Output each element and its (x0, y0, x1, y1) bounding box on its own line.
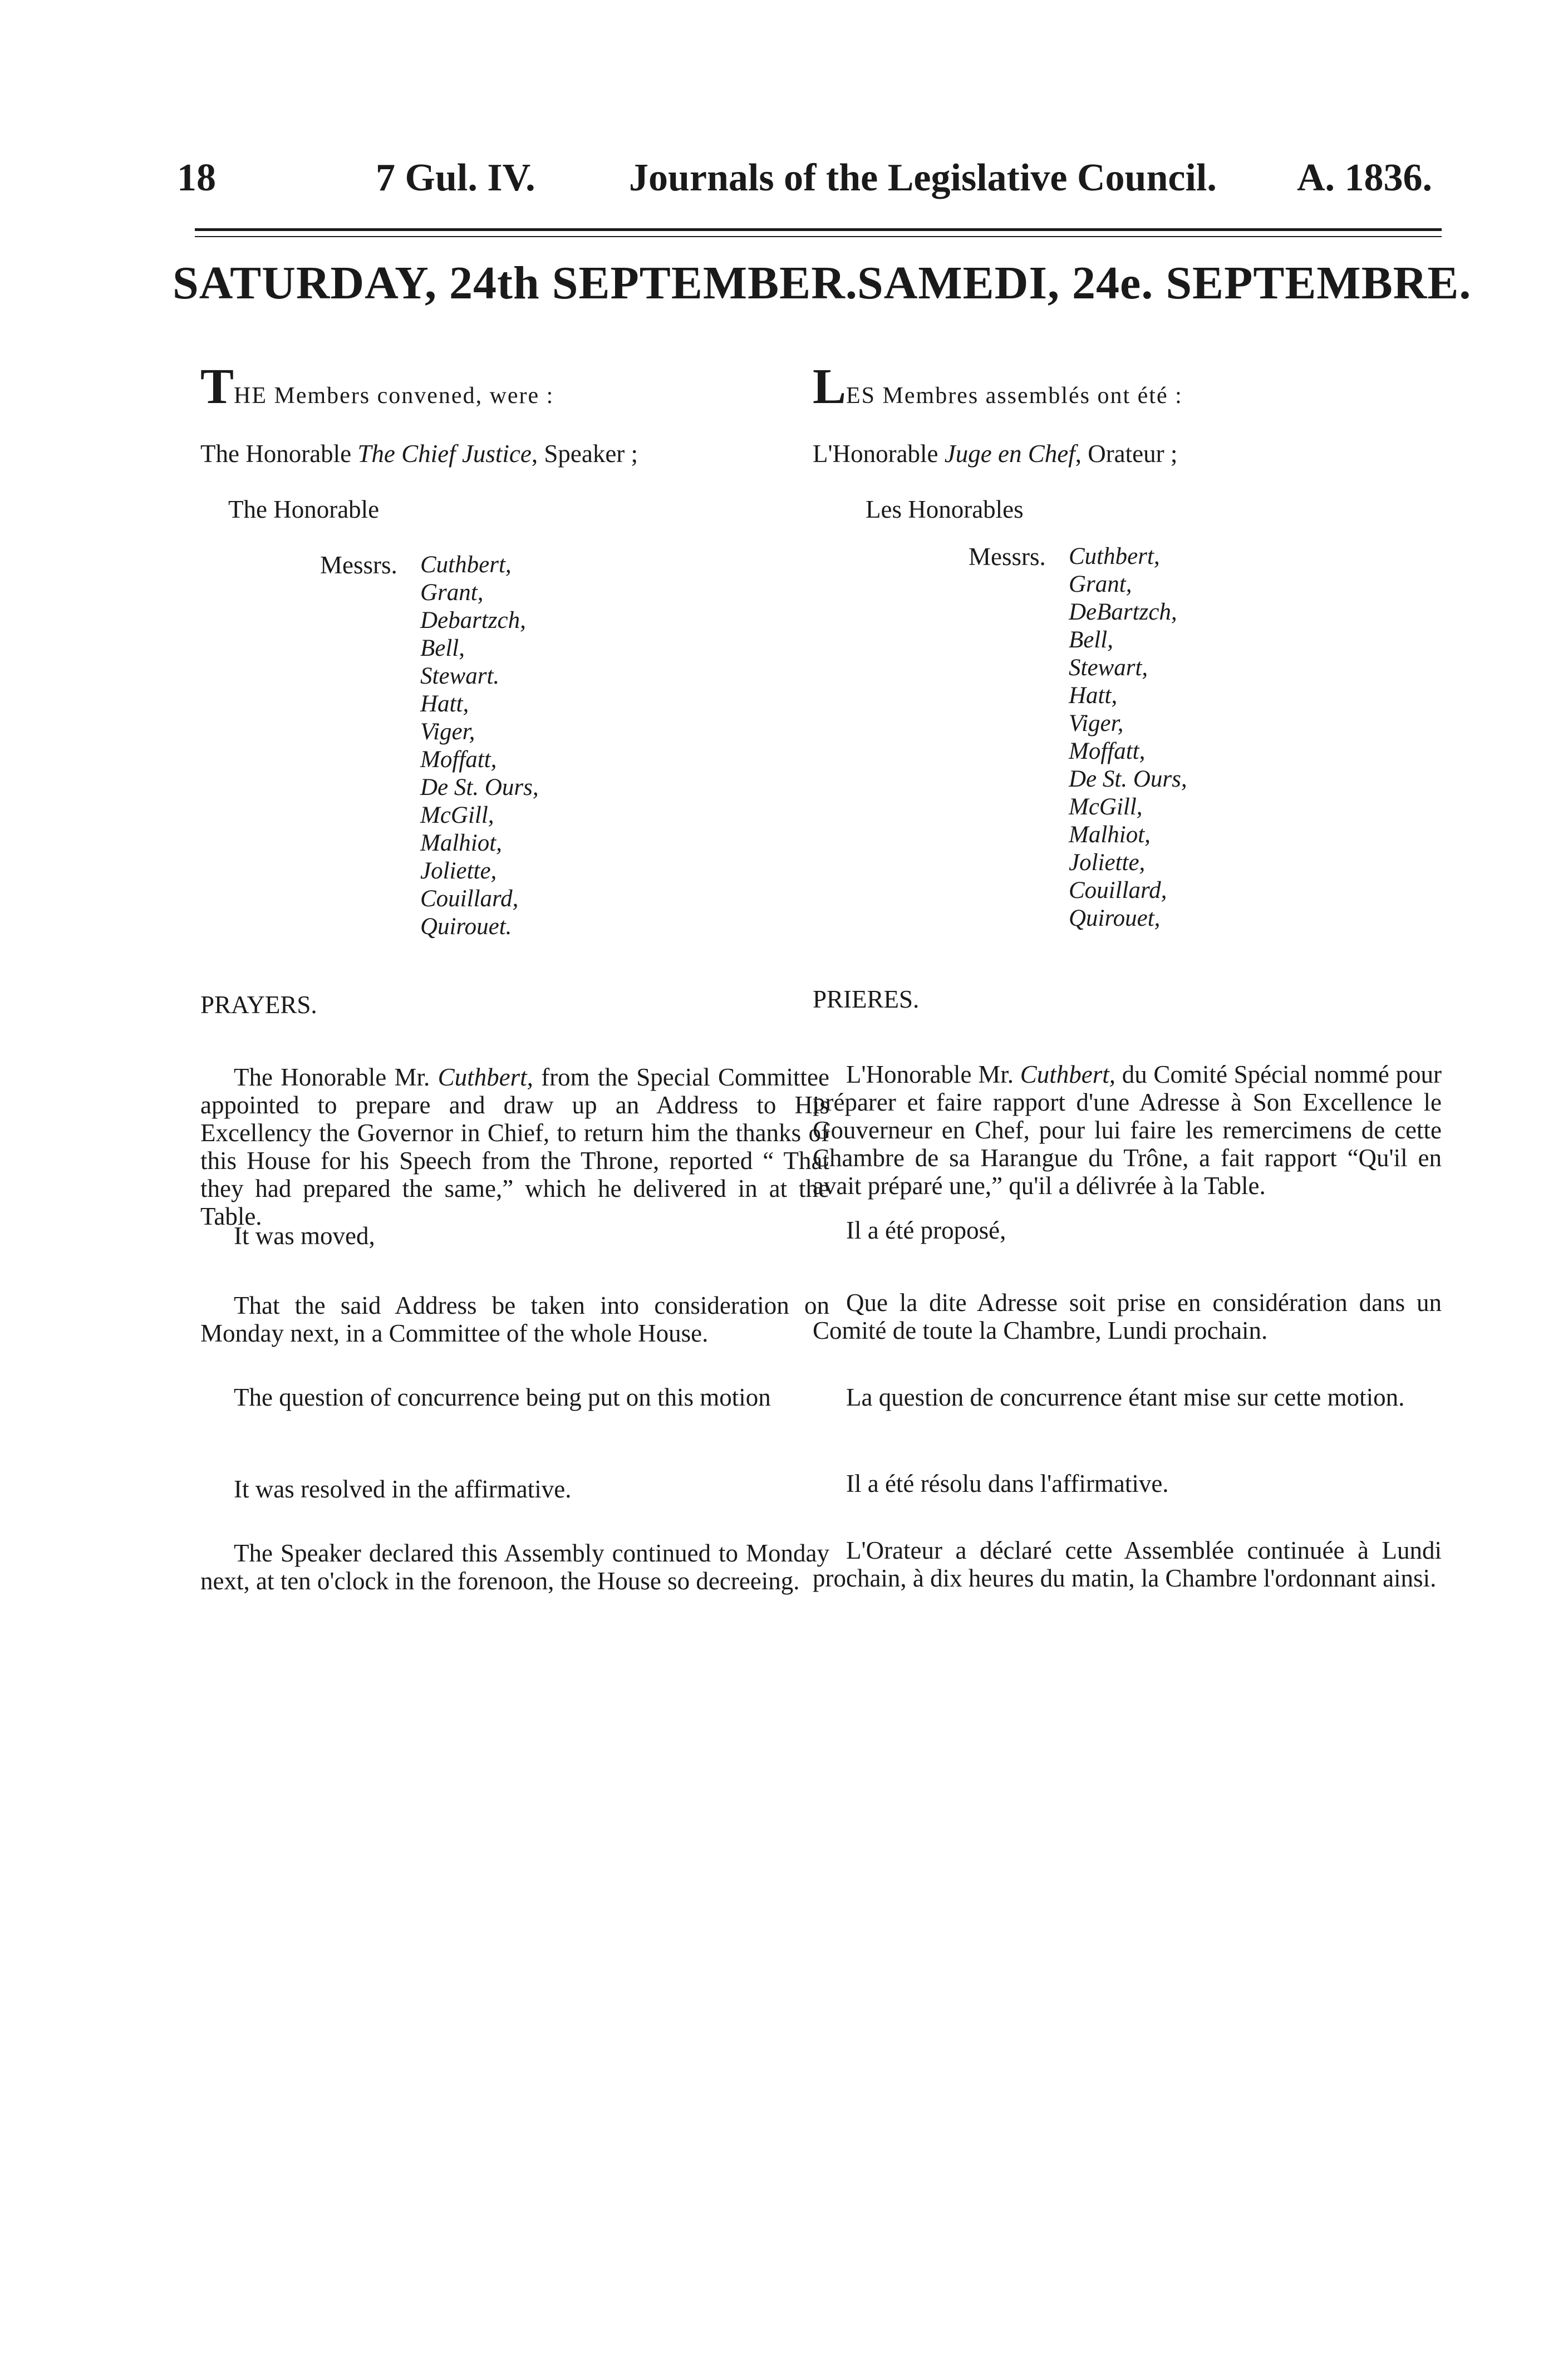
member-name: Cuthbert, (1069, 543, 1160, 569)
member-name: DeBartzch, (1069, 599, 1177, 625)
committee-report-paragraph: The Honorable Mr. Cuthbert, from the Special Committee appointed to prepare and draw up an Address to His Excellency the Governor in Chief, to return him the thanks of this House for his Speech from the Throne, reported “ That they had prepared the same,” which he delivered in at the Table. (200, 1063, 829, 1230)
date-heading-french: SAMEDI, 24e. SEPTEMBRE. (857, 257, 1472, 309)
motion-moved: Il a été proposé, (846, 1216, 1006, 1244)
resolution-text: It was resolved in the affirmative. (234, 1475, 572, 1503)
member-name: Bell, (420, 635, 465, 661)
question-text: La question de concurrence étant mise sur cette motion. (846, 1383, 1405, 1411)
members-convened-line (813, 359, 1442, 414)
motion-moved: It was moved, (234, 1222, 375, 1250)
member-name: Hatt, (420, 691, 469, 717)
drop-initial: L (813, 359, 847, 414)
honorable-label: Les Honorables (866, 495, 1024, 523)
date-heading-english: SATURDAY, 24th SEPTEMBER. (173, 257, 858, 309)
adjournment-text: The Speaker declared this Assembly continued to Monday next, at ten o'clock in the forenoon, the House so decreeing. (200, 1539, 829, 1595)
member-name: Cuthbert, (1020, 1060, 1115, 1088)
messrs-label: Messrs. (969, 543, 1046, 571)
messrs-label: Messrs. (320, 551, 397, 579)
regnal-year: 7 Gul. IV. (376, 156, 535, 199)
member-name: De St. Ours, (420, 774, 539, 801)
member-name: Debartzch, (420, 607, 526, 634)
member-name: Joliette, (1069, 849, 1146, 876)
convened-text: HE Members convened, were : (234, 383, 554, 409)
member-name: Viger, (420, 719, 475, 745)
member-name: Malhiot, (420, 830, 502, 856)
member-name: Malhiot, (1069, 822, 1151, 848)
speaker-title: Juge en Chef (944, 440, 1075, 468)
members-convened-line (200, 359, 829, 414)
member-name: Hatt, (1069, 682, 1118, 709)
member-name: McGill, (420, 802, 494, 828)
speaker-title: The Chief Justice (357, 440, 532, 468)
member-name: Joliette, (420, 858, 497, 884)
member-name: Viger, (1069, 710, 1124, 736)
question-text: The question of concurrence being put on this motion (234, 1383, 771, 1411)
member-name: Quirouet, (1069, 905, 1161, 931)
member-name: Moffatt, (420, 747, 497, 773)
motion-text: That the said Address be taken into consideration on Monday next, in a Committee of the whole House. (200, 1291, 829, 1347)
member-name: Grant, (420, 580, 484, 606)
speaker-line: L'Honorable Juge en Chef, Orateur ; (813, 440, 1178, 468)
member-name: McGill, (1069, 794, 1143, 820)
member-name: Grant, (1069, 571, 1132, 597)
header-rule (195, 228, 1442, 231)
header-rule-thin (195, 236, 1442, 237)
speaker-line: The Honorable The Chief Justice, Speaker ; (200, 440, 638, 468)
member-name: Couillard, (1069, 877, 1167, 903)
convened-text: ES Membres assemblés ont été : (846, 383, 1183, 409)
member-name: Bell, (1069, 627, 1113, 653)
year: A. 1836. (1297, 156, 1433, 199)
member-name: Stewart. (420, 663, 500, 689)
adjournment-text: L'Orateur a déclaré cette Assemblée continuée à Lundi prochain, à dix heures du matin, la Chambre l'ordonnant ainsi. (813, 1536, 1442, 1592)
member-name: Stewart, (1069, 655, 1148, 681)
member-name: Cuthbert, (420, 552, 512, 578)
honorable-label: The Honorable (228, 495, 380, 523)
prayers-heading: PRIERES. (813, 985, 920, 1013)
drop-initial: T (200, 359, 234, 414)
page-number: 18 (177, 156, 216, 199)
member-name: Quirouet. (420, 914, 512, 940)
member-name: Couillard, (420, 886, 519, 912)
member-name: De St. Ours, (1069, 766, 1187, 792)
journal-title: Journals of the Legislative Council. (629, 156, 1217, 199)
motion-text: Que la dite Adresse soit prise en considération dans un Comité de toute la Chambre, Lundi prochain. (813, 1289, 1442, 1344)
member-name: Cuthbert, (438, 1063, 533, 1091)
prayers-heading: PRAYERS. (200, 991, 317, 1019)
resolution-text: Il a été résolu dans l'affirmative. (846, 1470, 1169, 1497)
member-name: Moffatt, (1069, 738, 1146, 764)
committee-report-paragraph: L'Honorable Mr. Cuthbert, du Comité Spécial nommé pour préparer et faire rapport d'une Adresse à Son Excellence le Gouverneur en Chef, pour lui faire les remercimens de cette Chambre de sa Harangue du Trône, a fait rapport “Qu'il en avait préparé une,” qu'il a délivrée à la Table. (813, 1060, 1442, 1200)
